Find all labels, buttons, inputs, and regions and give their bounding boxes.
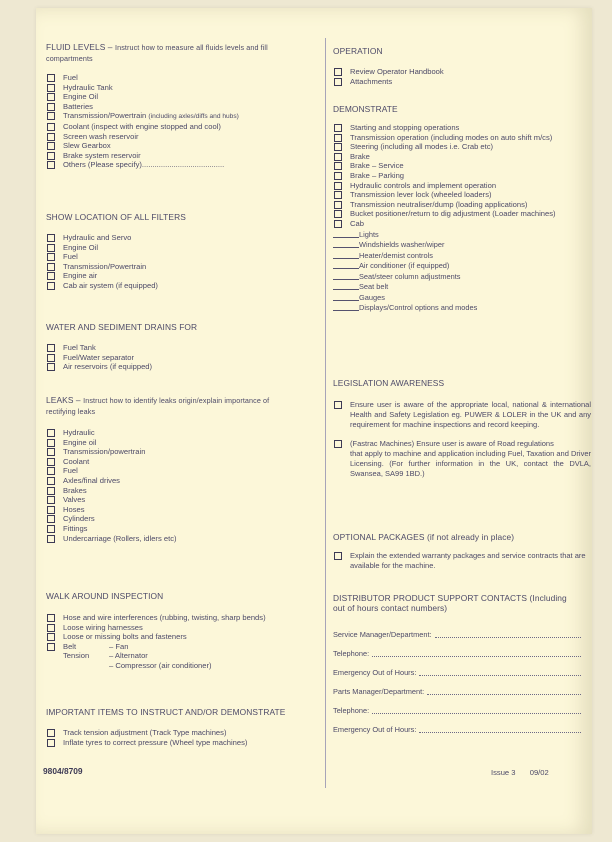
list-item[interactable]: Loose wiring harnesses	[46, 623, 316, 633]
belt-tension-item[interactable]: Belt Tension – Fan – Alternator – Compressor (air conditioner)	[46, 642, 316, 671]
list-item[interactable]: Hoses	[46, 505, 316, 515]
checkbox[interactable]	[334, 210, 342, 218]
contacts-heading: DISTRIBUTOR PRODUCT SUPPORT CONTACTS (Including out of hours contact numbers)	[333, 593, 567, 613]
list-item[interactable]: Attachments	[333, 77, 591, 87]
checkbox[interactable]	[47, 729, 55, 737]
list-item[interactable]: Slew Gearbox	[46, 141, 316, 151]
checkbox[interactable]	[334, 153, 342, 161]
checkbox[interactable]	[47, 739, 55, 747]
blank-line[interactable]	[333, 272, 359, 280]
cab-item[interactable]: Windshields washer/wiper	[333, 240, 591, 251]
service-manager-field[interactable]: Service Manager/Department:	[333, 630, 581, 640]
issue-info	[491, 768, 549, 777]
emergency-field[interactable]: Emergency Out of Hours:	[333, 668, 581, 678]
checkbox[interactable]	[334, 191, 342, 199]
list-item[interactable]: Transmission lever lock (wheeled loaders)	[333, 190, 591, 200]
checkbox[interactable]	[334, 162, 342, 170]
leaks-list	[46, 428, 316, 543]
checkbox[interactable]	[47, 624, 55, 632]
list-item[interactable]: Screen wash reservoir	[46, 132, 316, 142]
emergency-field[interactable]: Emergency Out of Hours:	[333, 725, 581, 735]
checkbox[interactable]	[47, 244, 55, 252]
checklist-sheet	[36, 8, 592, 834]
contacts-section	[333, 593, 581, 735]
checkbox[interactable]	[47, 272, 55, 280]
list-item[interactable]: Track tension adjustment (Track Type machines)	[46, 728, 326, 738]
demonstrate-list	[333, 123, 591, 229]
demonstrate-heading: DEMONSTRATE	[333, 104, 398, 114]
list-item[interactable]: Cab air system (if equipped)	[46, 281, 316, 291]
checkbox[interactable]	[334, 220, 342, 228]
contacts-fields	[333, 630, 581, 735]
checkbox[interactable]	[47, 123, 55, 131]
checkbox[interactable]	[47, 439, 55, 447]
telephone-field[interactable]: Telephone:	[333, 649, 581, 659]
list-item[interactable]: Cab	[333, 219, 591, 229]
list-item[interactable]: Undercarriage (Rollers, idlers etc)	[46, 534, 316, 544]
fluid-levels-section	[46, 42, 316, 170]
checkbox[interactable]	[47, 633, 55, 641]
checkbox[interactable]	[47, 84, 55, 92]
list-item[interactable]: Fittings	[46, 524, 316, 534]
list-item[interactable]: Transmission/Powertrain	[46, 262, 316, 272]
checkbox[interactable]	[47, 93, 55, 101]
filters-list	[46, 233, 316, 291]
operation-list	[333, 67, 591, 86]
important-list	[46, 728, 326, 747]
blank-line[interactable]	[333, 251, 359, 259]
checkbox[interactable]	[334, 552, 342, 560]
checkbox[interactable]	[334, 68, 342, 76]
leaks-heading: LEAKS – Instruct how to identify leaks origin/explain importance of rectifying leaks	[46, 395, 270, 416]
cab-item[interactable]: Gauges	[333, 293, 591, 304]
filters-heading: SHOW LOCATION OF ALL FILTERS	[46, 212, 186, 222]
optional-paragraph[interactable]: Explain the extended warranty packages and service contracts that are available for the machine.	[333, 551, 591, 571]
checkbox[interactable]	[47, 253, 55, 261]
operation-heading: OPERATION	[333, 46, 383, 56]
checkbox[interactable]	[47, 477, 55, 485]
telephone-field[interactable]: Telephone:	[333, 706, 581, 716]
walk-around-heading: WALK AROUND INSPECTION	[46, 591, 164, 601]
list-item[interactable]: Engine air	[46, 271, 316, 281]
list-item[interactable]: Steering (including all modes i.e. Crab etc)	[333, 142, 591, 152]
blank-line[interactable]	[333, 282, 359, 290]
checkbox[interactable]	[47, 429, 55, 437]
blank-line[interactable]	[333, 261, 359, 269]
checkbox[interactable]	[47, 515, 55, 523]
blank-line[interactable]	[333, 293, 359, 301]
list-item[interactable]: Hydraulic and Servo	[46, 233, 316, 243]
list-item[interactable]: Axles/final drives	[46, 476, 316, 486]
legislation-section	[333, 378, 591, 479]
checkbox[interactable]	[47, 133, 55, 141]
cab-item[interactable]: Heater/demist controls	[333, 251, 591, 262]
list-item[interactable]: Inflate tyres to correct pressure (Wheel type machines)	[46, 738, 326, 748]
checkbox[interactable]	[47, 467, 55, 475]
list-item[interactable]: Hydraulic Tank	[46, 83, 316, 93]
list-item[interactable]: Engine Oil	[46, 92, 316, 102]
checkbox[interactable]	[47, 487, 55, 495]
cab-sublist	[333, 230, 591, 314]
checkbox[interactable]	[47, 234, 55, 242]
list-item[interactable]: Fuel Tank	[46, 343, 316, 353]
checkbox[interactable]	[47, 506, 55, 514]
checkbox[interactable]	[334, 172, 342, 180]
checkbox[interactable]	[334, 134, 342, 142]
checkbox[interactable]	[47, 643, 55, 651]
list-item[interactable]: Loose or missing bolts and fasteners	[46, 632, 316, 642]
list-item[interactable]: Brake – Parking	[333, 171, 591, 181]
issue-date: 09/02	[529, 768, 549, 777]
checkbox[interactable]	[334, 440, 342, 448]
checkbox[interactable]	[47, 363, 55, 371]
list-item[interactable]: Bucket positioner/return to dig adjustment (Loader machines)	[333, 209, 591, 219]
demonstrate-section	[333, 104, 591, 314]
operation-section	[333, 46, 591, 86]
checkbox[interactable]	[47, 344, 55, 352]
optional-section	[333, 532, 591, 571]
list-item[interactable]: Brake system reservoir	[46, 151, 316, 161]
list-item[interactable]: Fuel/Water separator	[46, 353, 316, 363]
blank-line[interactable]	[333, 240, 359, 248]
blank-line[interactable]	[333, 303, 359, 311]
cab-item[interactable]: Displays/Control options and modes	[333, 303, 591, 314]
list-item[interactable]: Fuel	[46, 73, 316, 83]
checkbox[interactable]	[47, 535, 55, 543]
list-item[interactable]: Valves	[46, 495, 316, 505]
checkbox[interactable]	[47, 152, 55, 160]
list-item[interactable]: Coolant	[46, 457, 316, 467]
list-item[interactable]: Engine oil	[46, 438, 316, 448]
cab-item[interactable]: Lights	[333, 230, 591, 241]
blank-line[interactable]	[333, 230, 359, 238]
drains-heading: WATER AND SEDIMENT DRAINS FOR	[46, 322, 198, 332]
cab-item[interactable]: Air conditioner (if equipped)	[333, 261, 591, 272]
checkbox[interactable]	[334, 124, 342, 132]
list-item[interactable]: Transmission/powertrain	[46, 447, 316, 457]
checkbox[interactable]	[47, 263, 55, 271]
important-section	[46, 707, 326, 747]
checkbox[interactable]	[47, 525, 55, 533]
list-item[interactable]: Transmission/Powertrain (including axles/diffs and hubs)	[46, 111, 316, 122]
list-item[interactable]: Brakes	[46, 486, 316, 496]
list-item[interactable]: Fuel	[46, 252, 316, 262]
checkbox[interactable]	[334, 143, 342, 151]
list-item[interactable]: Starting and stopping operations	[333, 123, 591, 133]
list-item[interactable]: Transmission operation (including modes on auto shift m/cs)	[333, 133, 591, 143]
list-item[interactable]: Coolant (inspect with engine stopped and cool)	[46, 122, 316, 132]
fluid-levels-list	[46, 73, 316, 170]
checkbox[interactable]	[334, 78, 342, 86]
checkbox[interactable]	[47, 142, 55, 150]
checkbox[interactable]	[47, 74, 55, 82]
cab-item[interactable]: Seat belt	[333, 282, 591, 293]
checkbox[interactable]	[47, 448, 55, 456]
legislation-paragraph-1[interactable]: Ensure user is aware of the appropriate local, national & international Health and Safety Legislation eg. PUWER & LOLER in the UK and any requirement for machine inspections and record keeping.	[333, 400, 591, 431]
drains-section	[46, 322, 316, 372]
cab-item[interactable]: Seat/steer column adjustments	[333, 272, 591, 283]
checkbox[interactable]	[47, 103, 55, 111]
list-item[interactable]: Batteries	[46, 102, 316, 112]
list-item[interactable]: Hose and wire interferences (rubbing, twisting, sharp bends)	[46, 613, 316, 623]
fluid-levels-heading: FLUID LEVELS – Instruct how to measure all fluids levels and fill compartments	[46, 42, 268, 63]
optional-heading: OPTIONAL PACKAGES (if not already in place)	[333, 532, 515, 542]
important-heading: IMPORTANT ITEMS TO INSTRUCT AND/OR DEMONSTRATE	[46, 707, 286, 717]
checkbox[interactable]	[47, 161, 55, 169]
list-item[interactable]: Hydraulic	[46, 428, 316, 438]
list-item[interactable]: Review Operator Handbook	[333, 67, 591, 77]
checkbox[interactable]	[47, 458, 55, 466]
list-item[interactable]: Brake – Service	[333, 161, 591, 171]
document-number: 9804/8709	[43, 766, 83, 776]
walk-around-list	[46, 613, 316, 671]
filters-section	[46, 212, 316, 291]
checkbox[interactable]	[334, 182, 342, 190]
column-divider	[325, 38, 326, 788]
list-item[interactable]: Brake	[333, 152, 591, 162]
drains-list	[46, 343, 316, 372]
checkbox[interactable]	[47, 496, 55, 504]
checkbox[interactable]	[47, 112, 55, 120]
parts-manager-field[interactable]: Parts Manager/Department:	[333, 687, 581, 697]
list-item[interactable]: Cylinders	[46, 514, 316, 524]
list-item[interactable]: Air reservoirs (if equipped)	[46, 362, 316, 372]
checkbox[interactable]	[47, 614, 55, 622]
list-item[interactable]: Transmission neutraliser/dump (loading applications)	[333, 200, 591, 210]
issue-number: Issue 3	[491, 768, 516, 777]
checkbox[interactable]	[334, 401, 342, 409]
legislation-paragraph-2[interactable]: (Fastrac Machines) Ensure user is aware of Road regulations that apply to machine and application including Fuel, Taxation and Driver Licensing. (For further information in the UK, contact the DVLA, Swansea, SA99 1BD.)	[333, 439, 591, 480]
legislation-heading: LEGISLATION AWARENESS	[333, 378, 445, 388]
list-item[interactable]: Engine Oil	[46, 243, 316, 253]
list-item[interactable]: Hydraulic controls and implement operation	[333, 181, 591, 191]
checkbox[interactable]	[47, 354, 55, 362]
leaks-section	[46, 395, 274, 417]
list-item[interactable]: Fuel	[46, 466, 316, 476]
checkbox[interactable]	[334, 201, 342, 209]
walk-around-section	[46, 591, 316, 671]
checkbox[interactable]	[47, 282, 55, 290]
list-item[interactable]: Others (Please specify).......................................	[46, 160, 316, 170]
